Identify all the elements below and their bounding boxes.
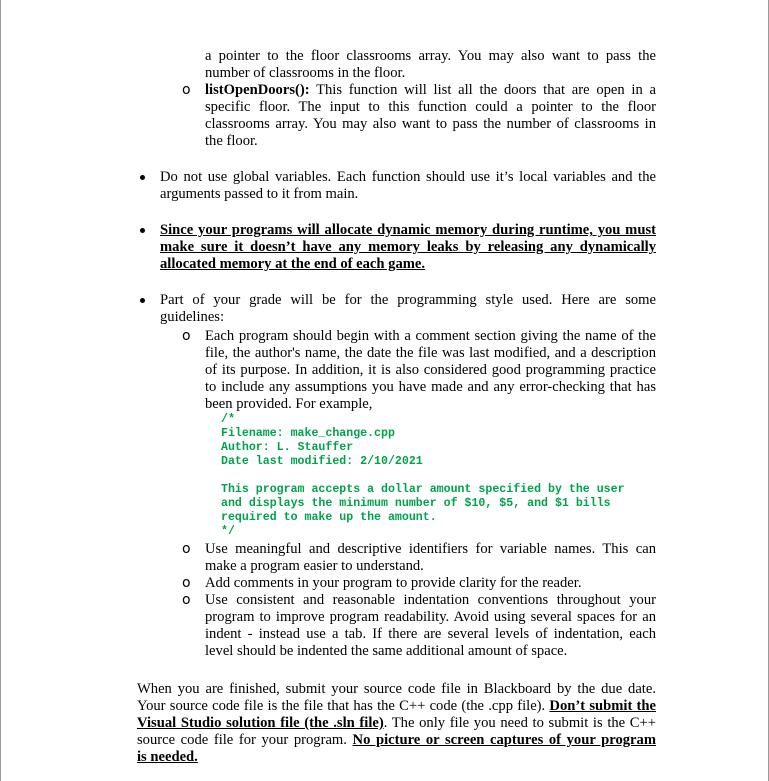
submission-paragraph: When you are finished, submit your source code file in Blackboard by the due date. Your source code file is the file that has the C++ code (the .cpp file). Don’t submit the Visual Studio solution file (the .sln file). The only file you need to submit is the C++ source code file for your program. No picture or screen captures of your program is needed. xyxy=(137,681,657,765)
sub-bullet-comments: Add comments in your program to provide clarity for the reader. xyxy=(205,575,582,591)
bullet-dot xyxy=(140,228,145,233)
sub-bullet-indentation: Use consistent and reasonable indentation conventions throughout your program to improve program readability. Avoid using several spaces for an indent - instead use a tab. If there are several levels of indentation, each level should be indented the same additional amount of space. xyxy=(205,592,656,659)
bullet-dot xyxy=(140,298,145,303)
sub-bullet-circle: o xyxy=(182,541,191,557)
sub-bullet-circle: o xyxy=(182,328,191,344)
code-example: /* Filename: make_change.cpp Author: L. Stauffer Date last modified: 2/10/2021 This program accepts a dollar amount specified by the user and displays the minimum number of $10, $5, and $1 bills required to make up the amount. */ xyxy=(221,413,625,538)
bullet-global-variables: Do not use global variables. Each function should use it’s local variables and the arguments passed to it from main. xyxy=(160,169,656,202)
bullet-dot xyxy=(140,175,145,180)
bullet-programming-style: Part of your grade will be for the programming style used. Here are some guidelines: xyxy=(160,292,656,325)
sub-bullet-comment-section: Each program should begin with a comment section giving the name of the file, the author's name, the date the file was last modified, and a description of its purpose. In addition, it is also considered good programming practice to include any assumptions you have made and any error-checking that has been provided. For example, xyxy=(205,328,656,412)
sub-bullet-circle: o xyxy=(182,82,191,98)
sub-bullet-circle: o xyxy=(182,575,191,591)
list-open-doors-item: listOpenDoors(): This function will list all the doors that are open in a specific floor. The input to this function could a pointer to the floor classrooms array. You may also want to pass the number of classrooms in the floor. xyxy=(205,82,656,149)
bullet-memory-leaks: Since your programs will allocate dynamic memory during runtime, you must make sure it doesn’t have any memory leaks by releasing any dynamically allocated memory at the end of each game. xyxy=(160,222,656,272)
sub-bullet-circle: o xyxy=(182,592,191,608)
function-name: listOpenDoors(): xyxy=(205,82,310,98)
sub-bullet-identifiers: Use meaningful and descriptive identifiers for variable names. This can make a program easier to understand. xyxy=(205,541,656,574)
paragraph-continuation: a pointer to the floor classrooms array. You may also want to pass the number of classrooms in the floor. xyxy=(205,48,656,81)
